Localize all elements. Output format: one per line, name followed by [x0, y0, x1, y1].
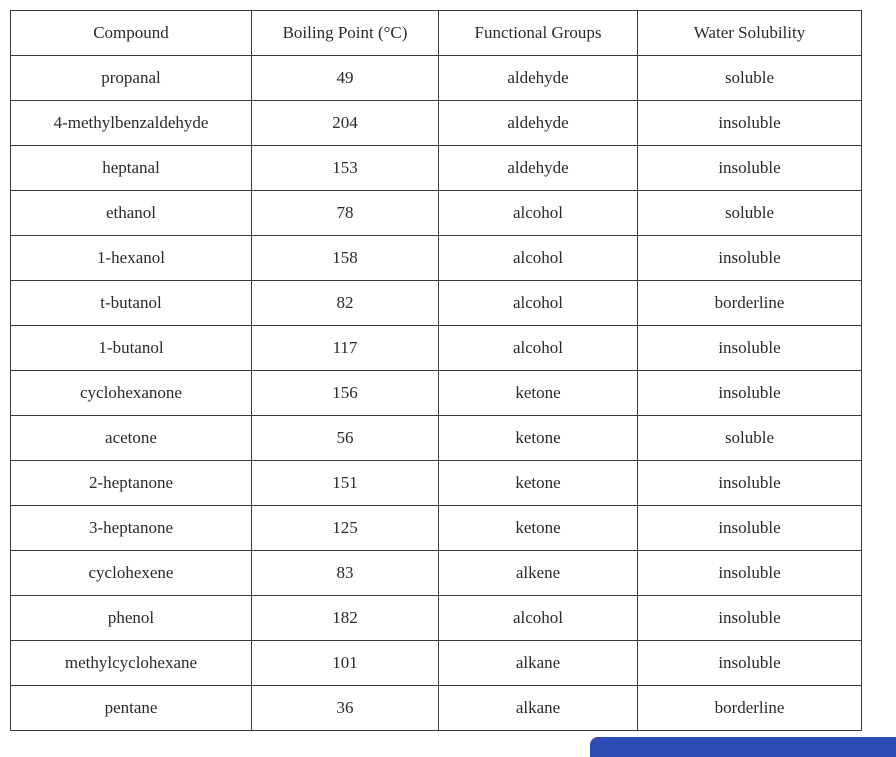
functional-group-cell: alkene: [439, 551, 638, 596]
compound-cell: 1-hexanol: [11, 236, 252, 281]
water-solubility-cell: borderline: [638, 686, 862, 731]
boiling-point-cell: 83: [252, 551, 439, 596]
functional-group-cell: alcohol: [439, 281, 638, 326]
table-row: [11, 146, 862, 191]
boiling-point-cell: 158: [252, 236, 439, 281]
water-solubility-cell: insoluble: [638, 326, 862, 371]
functional-group-cell: aldehyde: [439, 146, 638, 191]
compound-cell: 4-methylbenzaldehyde: [11, 101, 252, 146]
water-solubility-cell: insoluble: [638, 146, 862, 191]
table-row: [11, 371, 862, 416]
functional-group-cell: ketone: [439, 461, 638, 506]
compound-cell: cyclohexene: [11, 551, 252, 596]
compound-cell: 1-butanol: [11, 326, 252, 371]
compound-cell: methylcyclohexane: [11, 641, 252, 686]
water-solubility-cell: insoluble: [638, 101, 862, 146]
functional-group-cell: ketone: [439, 506, 638, 551]
boiling-point-cell: 153: [252, 146, 439, 191]
boiling-point-cell: 56: [252, 416, 439, 461]
water-solubility-cell: insoluble: [638, 641, 862, 686]
header-boiling-point: Boiling Point (°C): [252, 11, 439, 56]
table-row: [11, 506, 862, 551]
table-body: [11, 56, 862, 731]
compound-cell: phenol: [11, 596, 252, 641]
compound-cell: propanal: [11, 56, 252, 101]
table-row: [11, 686, 862, 731]
functional-group-cell: alkane: [439, 641, 638, 686]
boiling-point-cell: 204: [252, 101, 439, 146]
water-solubility-cell: insoluble: [638, 461, 862, 506]
functional-group-cell: ketone: [439, 371, 638, 416]
compound-properties-table: [10, 10, 862, 731]
water-solubility-cell: insoluble: [638, 236, 862, 281]
boiling-point-cell: 182: [252, 596, 439, 641]
boiling-point-cell: 36: [252, 686, 439, 731]
table-header-row: [11, 11, 862, 56]
table-row: [11, 191, 862, 236]
functional-group-cell: aldehyde: [439, 56, 638, 101]
compound-cell: 2-heptanone: [11, 461, 252, 506]
functional-group-cell: alcohol: [439, 191, 638, 236]
compound-cell: pentane: [11, 686, 252, 731]
water-solubility-cell: insoluble: [638, 371, 862, 416]
functional-group-cell: alcohol: [439, 596, 638, 641]
bottom-accent-bar: [590, 737, 896, 757]
boiling-point-cell: 101: [252, 641, 439, 686]
table-row: [11, 551, 862, 596]
boiling-point-cell: 125: [252, 506, 439, 551]
table-row: [11, 281, 862, 326]
boiling-point-cell: 117: [252, 326, 439, 371]
water-solubility-cell: insoluble: [638, 506, 862, 551]
table-row: [11, 101, 862, 146]
table-row: [11, 56, 862, 101]
functional-group-cell: ketone: [439, 416, 638, 461]
functional-group-cell: alkane: [439, 686, 638, 731]
water-solubility-cell: soluble: [638, 56, 862, 101]
water-solubility-cell: soluble: [638, 416, 862, 461]
boiling-point-cell: 151: [252, 461, 439, 506]
table-row: [11, 236, 862, 281]
water-solubility-cell: soluble: [638, 191, 862, 236]
header-functional-groups: Functional Groups: [439, 11, 638, 56]
header-compound: Compound: [11, 11, 252, 56]
header-water-solubility: Water Solubility: [638, 11, 862, 56]
table-row: [11, 326, 862, 371]
compound-cell: acetone: [11, 416, 252, 461]
boiling-point-cell: 49: [252, 56, 439, 101]
water-solubility-cell: borderline: [638, 281, 862, 326]
compound-cell: cyclohexanone: [11, 371, 252, 416]
compound-cell: heptanal: [11, 146, 252, 191]
water-solubility-cell: insoluble: [638, 551, 862, 596]
table-row: [11, 641, 862, 686]
functional-group-cell: aldehyde: [439, 101, 638, 146]
boiling-point-cell: 78: [252, 191, 439, 236]
compound-cell: t-butanol: [11, 281, 252, 326]
functional-group-cell: alcohol: [439, 326, 638, 371]
water-solubility-cell: insoluble: [638, 596, 862, 641]
boiling-point-cell: 156: [252, 371, 439, 416]
table-row: [11, 416, 862, 461]
compound-cell: ethanol: [11, 191, 252, 236]
compound-cell: 3-heptanone: [11, 506, 252, 551]
table-row: [11, 461, 862, 506]
functional-group-cell: alcohol: [439, 236, 638, 281]
boiling-point-cell: 82: [252, 281, 439, 326]
table-row: [11, 596, 862, 641]
